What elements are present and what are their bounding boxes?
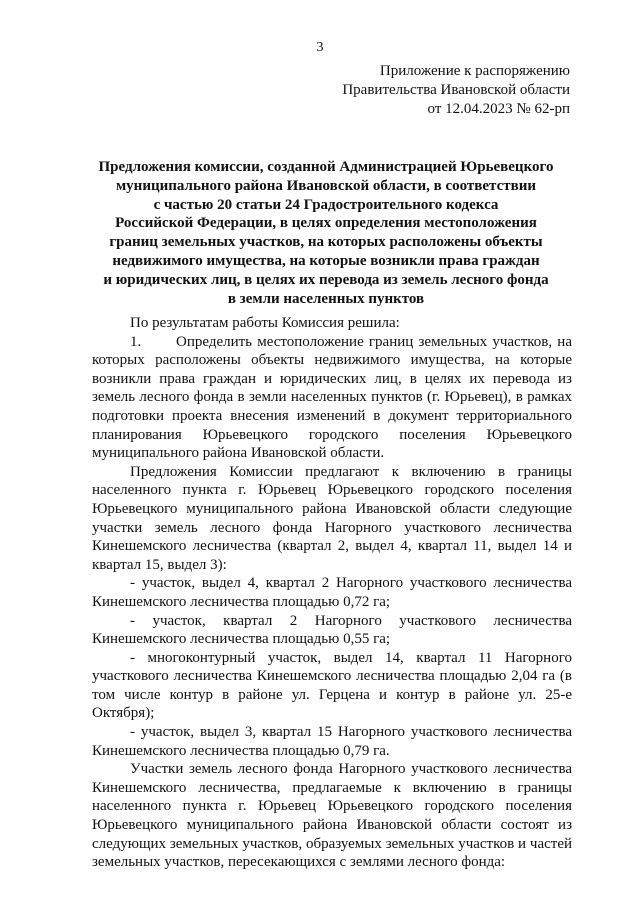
title-line: Предложения комиссии, созданной Администрацией Юрьевецкого xyxy=(98,159,554,175)
bullet-paragraph-3: - многоконтурный участок, выдел 14, квартал 11 Нагорного участкового лесничества Кинешемского лесничества площадью 2,04 га (в том числе контур в районе ул. Герцена и контур в районе ул. 25-е Октября); xyxy=(92,649,572,722)
intro-paragraph: По результатам работы Комиссия решила: xyxy=(130,315,400,331)
title-line: границ земельных участков, на которых расположены объекты xyxy=(109,234,543,251)
bullet-paragraph-4: - участок, выдел 3, квартал 15 Нагорного участкового лесничества Кинешемского лесничества площадью 0,79 га. xyxy=(92,724,572,759)
item-1-number: 1. xyxy=(130,333,142,350)
appendix-line-3: от 12.04.2023 № 62-рп xyxy=(427,101,570,117)
item-1-paragraph xyxy=(92,333,572,463)
document-body xyxy=(92,314,572,872)
title-line: с частью 20 статьи 24 Градостроительного кодекса xyxy=(153,196,499,213)
bullet-paragraph-1: - участок, выдел 4, квартал 2 Нагорного участкового лесничества Кинешемского лесничества площадью 0,72 га; xyxy=(92,575,572,610)
bullet-paragraph-2: - участок, квартал 2 Нагорного участкового лесничества Кинешемского лесничества площадью 0,55 га; xyxy=(92,612,572,648)
proposals-paragraph: Предложения Комиссии предлагают к включению в границы населенного пункта г. Юрьевец Юрьевецкого городского поселения Юрьевецкого муниципального района Ивановской области следующие участки земель лесного фонда Нагорного участкового лесничества Кинешемского лесничества (квартал 2, выдел 4, квартал 11, выдел 14 и квартал 15, выдел 3): xyxy=(92,463,572,573)
title-line: муниципального района Ивановской области, в соответствии xyxy=(115,177,537,194)
title-line: и юридических лиц, в целях их перевода из земель лесного фонда xyxy=(103,271,549,288)
page-number: 3 xyxy=(316,40,324,55)
document-title xyxy=(80,158,572,308)
item-1-text: Определить местоположение границ земельных участков, на которых расположены объекты недвижимого имущества, на которые возникли права граждан и юридических лиц, в целях их перевода из земель лесного фонда в земли населенных пунктов (г. Юрьевец), в рамках подготовки проекта внесения изменений в документ территориального планирования Юрьевецкого городского поселения Юрьевецкого муниципального района Ивановской области. xyxy=(92,333,572,462)
title-line: недвижимого имущества, на которые возникли права граждан xyxy=(112,252,540,269)
appendix-line-1: Приложение к распоряжению xyxy=(379,63,570,79)
closing-paragraph: Участки земель лесного фонда Нагорного участкового лесничества Кинешемского лесничества, предлагаемые к включению в границы населенного пункта г. Юрьевец Юрьевецкого городского поселения Юрьевецкого муниципального района Ивановской области состоят из следующих земельных участков, образуемых земельных участков и частей земельных участков, пересекающихся с землями лесного фонда: xyxy=(92,761,572,871)
appendix-header xyxy=(342,62,570,119)
title-line: Российской Федерации, в целях определения местоположения xyxy=(115,215,537,232)
appendix-line-2: Правительства Ивановской области xyxy=(342,82,570,98)
title-line: в земли населенных пунктов xyxy=(227,290,425,307)
